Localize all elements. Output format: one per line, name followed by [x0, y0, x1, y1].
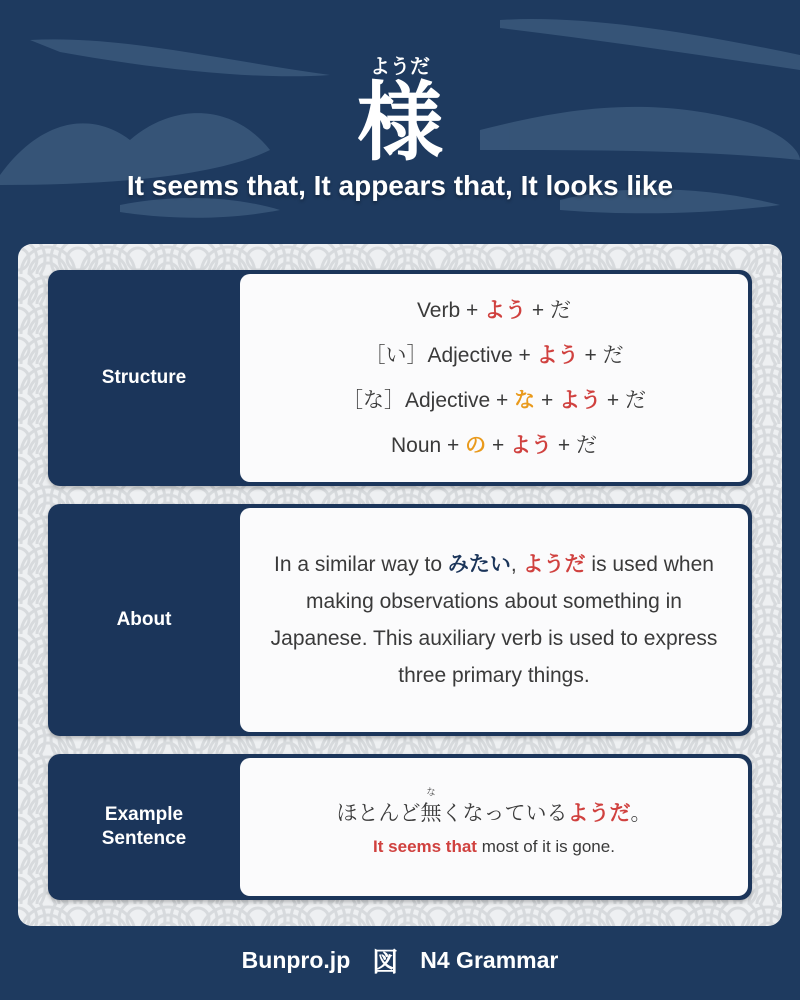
about-label: About — [116, 609, 172, 631]
structure-text: + — [486, 434, 511, 457]
structure-content — [240, 274, 748, 482]
about-text — [259, 546, 729, 694]
kanji-base: 無 — [420, 801, 442, 825]
no-particle: の — [465, 434, 487, 457]
grammar-panel — [18, 244, 782, 926]
title-furigana: ようだ — [370, 54, 430, 78]
structure-text: + だ — [552, 434, 597, 457]
footer-level: N4 Grammar — [420, 946, 559, 973]
title-kanji: 様 — [357, 73, 443, 173]
structure-text: Verb + — [416, 299, 485, 322]
structure-line-na-adjective — [342, 378, 646, 423]
footer — [0, 940, 800, 980]
structure-text: + だ — [601, 389, 647, 412]
structure-line-i-adjective — [364, 333, 623, 378]
example-content — [240, 758, 748, 896]
structure-line-noun — [391, 423, 597, 468]
youda-highlight: ようだ — [522, 553, 586, 576]
example-jp-text: 。 — [630, 801, 652, 825]
structure-text: + だ — [578, 344, 624, 367]
about-text-part: , — [510, 553, 523, 576]
example-en-text: most of it is gone. — [476, 837, 615, 856]
title-meaning: It seems that, It appears that, It looks like — [126, 170, 674, 201]
mitai-highlight: みたい — [447, 553, 511, 576]
example-en-highlight: It seems that — [373, 837, 477, 856]
example-label-line1: Example — [104, 804, 184, 826]
yo-highlight: よう — [484, 299, 527, 322]
example-english — [373, 837, 615, 857]
example-card — [48, 754, 752, 900]
yo-highlight: よう — [559, 389, 602, 412]
example-label — [48, 754, 240, 900]
about-content — [240, 508, 748, 732]
ruby-reading: な — [426, 788, 436, 798]
example-jp-text: くなっている — [441, 801, 568, 825]
structure-line-verb — [417, 288, 571, 333]
yo-highlight: よう — [536, 344, 579, 367]
structure-text: Noun + — [390, 434, 466, 457]
about-card — [48, 504, 752, 736]
structure-card — [48, 270, 752, 486]
example-japanese — [336, 788, 652, 827]
structure-text: ［な］Adjective + — [341, 389, 515, 412]
bunpro-logo-icon: 図 — [372, 947, 399, 978]
structure-text: ［い］Adjective + — [364, 344, 537, 367]
structure-label: Structure — [101, 367, 187, 389]
about-text-part: In a similar way to — [274, 553, 448, 576]
structure-text: + — [535, 389, 560, 412]
example-jp-text: ほとんど — [336, 801, 421, 825]
example-jp-highlight: ようだ — [567, 801, 631, 825]
header — [0, 0, 800, 240]
structure-text: + だ — [526, 299, 572, 322]
about-text-part: is used when making observations about something in Japanese. This auxiliary verb is used to express three primary things. — [270, 553, 718, 687]
ruby-kanji — [420, 788, 442, 827]
footer-site: Bunpro.jp — [241, 946, 351, 973]
example-label-line2: Sentence — [101, 828, 187, 849]
yo-highlight: よう — [510, 434, 553, 457]
na-particle: な — [514, 389, 536, 412]
